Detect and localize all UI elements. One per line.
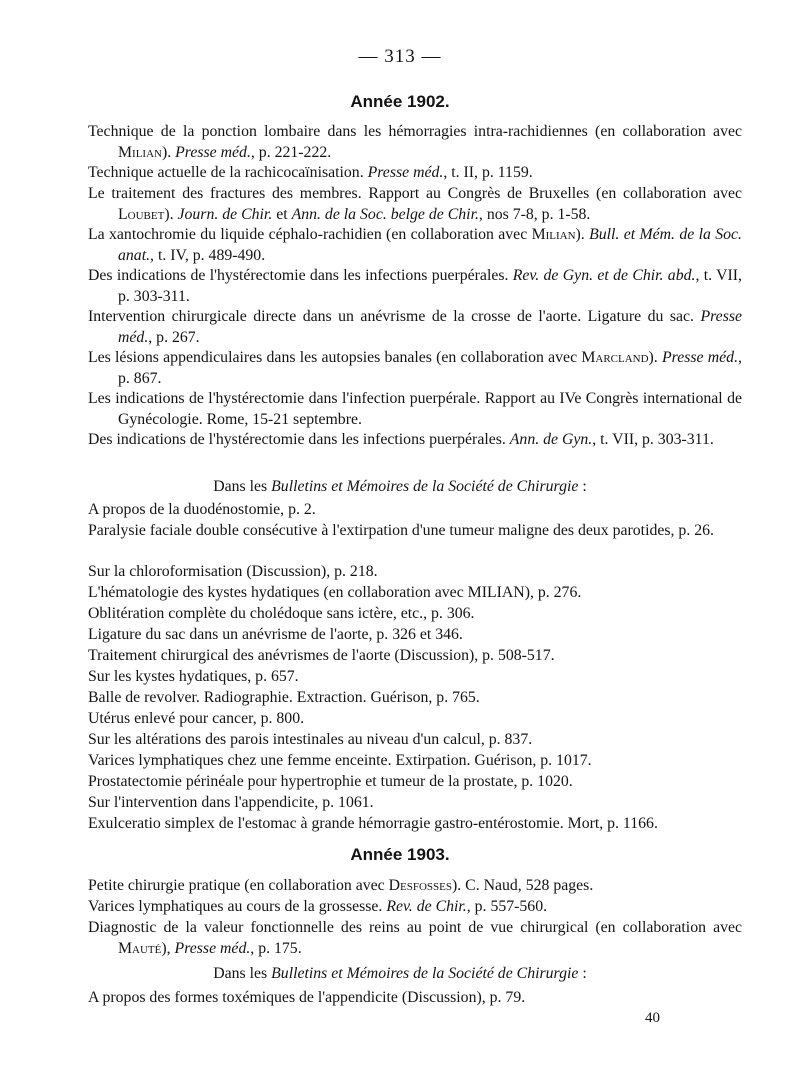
collaborator-name: Milian (118, 143, 162, 161)
footer-signature: 40 (645, 1010, 660, 1026)
bib-entry (88, 348, 742, 389)
entry-text: , p. 221-222. (250, 143, 332, 161)
bib-entry (88, 163, 742, 184)
bulletin-entry: Sur les kystes hydatiques, p. 657. (88, 668, 299, 685)
citation-source: Presse méd. (174, 939, 251, 957)
page-number: — 313 — (358, 46, 442, 67)
bib-entry (88, 307, 742, 348)
bib-entry (88, 430, 742, 451)
bib-entry (88, 876, 742, 897)
entry-text: , p. 175. (250, 939, 302, 957)
citation-source: Bulletins et Mémoires de la Société de Chirurgie (271, 478, 579, 495)
bulletin-entry: Sur les altérations des parois intestinales au niveau d'un calcul, p. 837. (88, 731, 533, 748)
entry-text: Des indications de l'hystérectomie dans les infections puerpérales. (88, 431, 510, 448)
bib-entry (88, 897, 742, 918)
entry-text: ). C. Naud, 528 pages. (452, 877, 594, 894)
entry-text: Diagnostic de la valeur fonctionnelle des reins au point de vue chirurgical (en collaboration avec (88, 919, 742, 936)
bulletin-entry: Balle de revolver. Radiographie. Extraction. Guérison, p. 765. (88, 689, 480, 706)
entry-text: Les lésions appendiculaires dans les autopsies banales (en collaboration avec (88, 349, 582, 366)
bulletin-entry: Varices lymphatiques chez une femme enceinte. Extirpation. Guérison, p. 1017. (88, 752, 592, 769)
entry-text: , t. VII, p. 303-311. (592, 431, 714, 448)
citation-source: Bull. et Mém. de la Soc. anat. (118, 226, 742, 264)
section-heading-1903: Année 1903. (350, 845, 450, 864)
bulletin-entry: Traitement chirurgical des anévrismes de l'aorte (Discussion), p. 508-517. (88, 647, 555, 664)
entry-text: Les indications de l'hystérectomie dans l'infection puerpérale. Rapport au IVe Congrès international de Gynécologie. Rome, 15-21 septembre. (88, 390, 742, 428)
bulletin-entry: Prostatectomie périnéale pour hypertrophie et tumeur de la prostate, p. 1020. (88, 773, 573, 790)
collaborator-name: Mauté (118, 939, 162, 957)
citation-source: Rev. de Chir. (386, 898, 467, 915)
collaborator-name: Marcland (581, 349, 649, 366)
subsection-intro (88, 964, 712, 985)
entry-text: : (578, 965, 587, 982)
entry-text: Dans les (213, 965, 272, 982)
entry-text: Petite chirurgie pratique (en collaboration avec (88, 877, 389, 894)
bulletin-entry: A propos des formes toxémiques de l'appendicite (Discussion), p. 79. (88, 989, 526, 1006)
citation-source: Rev. de Gyn. et de Chir. abd. (512, 267, 696, 284)
citation-source: Presse méd. (175, 143, 251, 161)
citation-source: Presse méd. (662, 349, 739, 366)
entry-text: , t. IV, p. 489-490. (150, 246, 266, 264)
entry-text: , p. 867. (118, 349, 742, 387)
bib-entry (88, 225, 742, 266)
bulletin-entry: Oblitération complète du cholédoque sans ictère, etc., p. 306. (88, 605, 475, 622)
entry-text: Des indications de l'hystérectomie dans les infections puerpérales. (88, 267, 513, 284)
bulletin-entry: Paralysie faciale double consécutive à l'extirpation d'une tumeur maligne des deux parotides, p. 26. (88, 522, 714, 539)
bib-entry (88, 184, 742, 225)
bib-entry (88, 389, 742, 430)
citation-source: Ann. de la Soc. belge de Chir. (291, 205, 479, 223)
entry-text: ). (164, 205, 178, 223)
entry-text: Varices lymphatiques au cours de la grossesse. (88, 898, 387, 915)
entry-text: ), (161, 939, 175, 957)
entry-text: , t. II, p. 1159. (443, 164, 533, 181)
entry-text: ). (575, 226, 590, 243)
citation-source: Bulletins et Mémoires de la Société de Chirurgie (271, 965, 579, 982)
bib-entry (88, 122, 742, 163)
entry-text: Intervention chirurgicale directe dans un anévrisme de la crosse de l'aorte. Ligature du sac. (88, 308, 701, 325)
entry-text: et (272, 205, 292, 223)
citation-source: Presse méd. (367, 164, 444, 181)
bulletin-entry: Exulceratio simplex de l'estomac à grande hémorragie gastro-entérostomie. Mort, p. 1166. (88, 815, 658, 832)
entry-text: , p. 557-560. (466, 898, 548, 915)
entry-text: : (578, 478, 587, 495)
bulletin-entry: Ligature du sac dans un anévrisme de l'aorte, p. 326 et 346. (88, 626, 463, 643)
entry-text: Le traitement des fractures des membres. Rapport au Congrès de Bruxelles (en collaboration avec (88, 185, 742, 202)
citation-source: Presse méd. (118, 308, 742, 346)
collaborator-name: Milian (531, 226, 576, 243)
entry-text: ). (648, 349, 662, 366)
bulletin-entry: L'hématologie des kystes hydatiques (en collaboration avec MILIAN), p. 276. (88, 584, 582, 601)
citation-source: Ann. de Gyn. (509, 431, 593, 448)
collaborator-name: Desfosses (388, 877, 452, 894)
section-heading-1902: Année 1902. (350, 92, 450, 111)
entry-text: , t. VII, p. 303-311. (118, 267, 742, 305)
collaborator-name: Loubet (118, 205, 165, 223)
bulletin-entry: Sur la chloroformisation (Discussion), p. 218. (88, 563, 378, 580)
entry-text: ). (161, 143, 176, 161)
bib-entry (88, 266, 742, 307)
bulletin-entry: Utérus enlevé pour cancer, p. 800. (88, 710, 305, 727)
subsection-intro (88, 477, 712, 498)
bulletin-entry: A propos de la duodénostomie, p. 2. (88, 501, 316, 518)
entry-text: , nos 7-8, p. 1-58. (478, 205, 591, 223)
entry-text: Technique de la ponction lombaire dans les hémorragies intra-rachidiennes (en collaboration avec (88, 123, 742, 140)
bib-entry (88, 918, 742, 959)
entry-text: Technique actuelle de la rachicocaïnisation. (88, 164, 368, 181)
entry-text: , p. 267. (148, 328, 200, 346)
entry-text: Dans les (213, 478, 272, 495)
entry-text: La xantochromie du liquide céphalo-rachidien (en collaboration avec (88, 226, 532, 243)
bulletin-entry: Sur l'intervention dans l'appendicite, p. 1061. (88, 794, 374, 811)
citation-source: Journ. de Chir. (177, 205, 273, 223)
